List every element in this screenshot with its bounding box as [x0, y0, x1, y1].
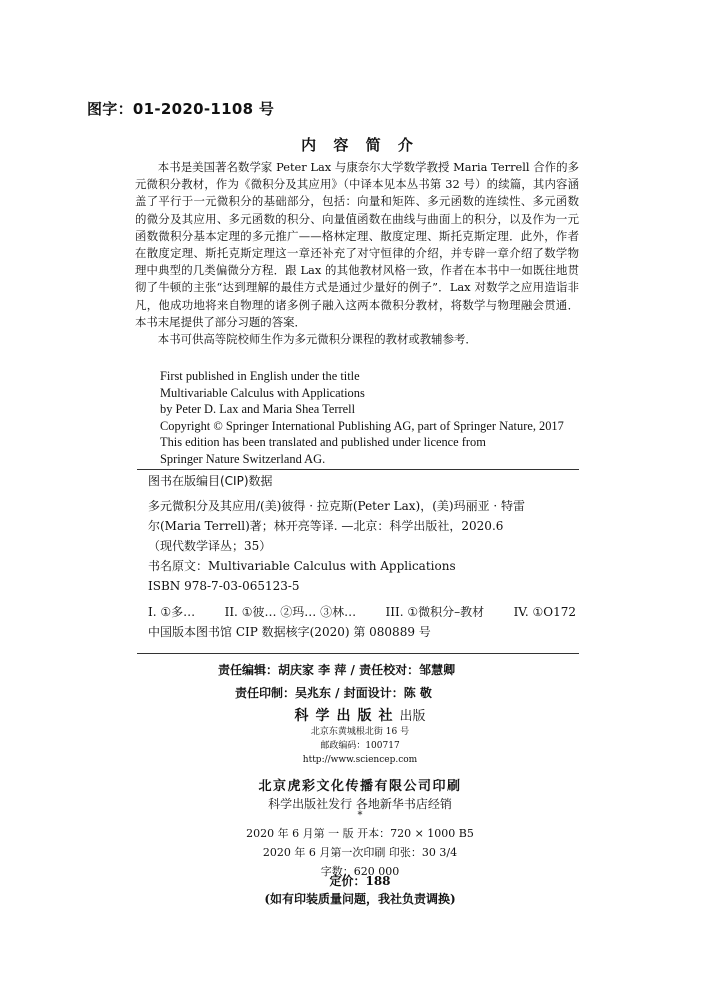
english-copyright-notice: [160, 368, 590, 468]
english-line: Copyright © Springer International Publishing AG, part of Springer Nature, 2017: [160, 418, 564, 433]
english-line: by Peter D. Lax and Maria Shea Terrell: [160, 402, 356, 417]
cip-number: 中国版本图书馆 CIP 数据核字(2020) 第 080889 号: [148, 625, 431, 639]
summary-paragraph-2: 本书可供高等院校师生作为多元微积分课程的教材或教辅参考．: [157, 332, 477, 347]
english-line: Springer Nature Switzerland AG.: [160, 451, 326, 466]
cip-bottom-divider: [137, 653, 579, 654]
cip-isbn: ISBN 978-7-03-065123-5: [148, 579, 300, 593]
publisher-website: http://www.sciencep.com: [302, 755, 418, 765]
registration-number: 图字：01-2020-1108 号: [87, 100, 275, 118]
edition-line-2: 2020 年 6 月第一次印刷 印张：30 3/4: [262, 846, 458, 859]
english-line: This edition has been translated and published under licence from: [160, 435, 486, 450]
publisher-postcode: 邮政编码：100717: [320, 741, 400, 751]
credits-line-2: 责任印制：吴兆东 / 封面设计：陈 敬: [235, 686, 432, 700]
cip-line-1: 多元微积分及其应用/(美)彼得 · 拉克斯(Peter Lax)，(美)玛丽亚 · 特雷: [148, 499, 526, 513]
english-line: Multivariable Calculus with Applications: [160, 385, 365, 400]
cip-series: （现代数学译丛；35）: [148, 539, 272, 553]
classification-item: II. ①彼… ②玛… ③林…: [224, 605, 357, 619]
classification-item: III. ①微积分–教材: [385, 605, 485, 619]
summary-paragraph-1: 本书是美国著名数学家 Peter Lax 与康奈尔大学数学教授 Maria Terrell 合作的多元微积分教材，作为《微积分及其应用》（中译本见本丛书第 32 号）的续篇，其内容涵盖了平行于一元微积分的基础部分，包括：向量和矩阵、多元函数的连续性、多元函数的微分及其应用、多元函数的积分、向量值函数在曲线与曲面上的积分，以及作为一元函数微积分基本定理的多元推广——格林定理、散度定理、斯托克斯定理．此外，作者在散度定理、斯托克斯定理这一章还补充了对守恒律的介绍，并专辟一章介绍了数学物理中典型的几类偏微分方程．跟 Lax 的其他教材风格一致，作者在本书中一如既往地贯彻了牛顿的主张“达到理解的最佳方式是通过少量好的例子”．Lax 对数学之应用造诣非凡，他成功地将来自物理的诸多例子融入这两本微积分教材，将数学与物理融会贯通．本书末尾提供了部分习题的答案．: [135, 160, 579, 329]
cip-original-title: 书名原文：Multivariable Calculus with Applications: [148, 559, 456, 573]
publisher-name: [0, 705, 720, 725]
publisher-suffix: 出版: [399, 709, 426, 724]
cip-classification: [148, 602, 576, 622]
credits-line-1: 责任编辑：胡庆家 李 萍 / 责任校对：邹慧卿: [218, 663, 456, 677]
section-heading: 内 容 简 介: [301, 136, 419, 154]
credits-block: [0, 659, 720, 705]
content-summary: [135, 159, 579, 348]
english-line: First published in English under the title: [160, 369, 360, 383]
publisher-name-text: 科学出版社: [294, 708, 400, 724]
printer-line: 北京虎彩文化传播有限公司印刷: [258, 779, 462, 794]
separator-star: *: [357, 810, 363, 821]
edition-line-1: 2020 年 6 月第 一 版 开本：720 × 1000 B5: [246, 827, 474, 840]
classification-item: IV. ①O172: [513, 605, 576, 619]
cip-top-divider: [137, 469, 579, 470]
price: 定价：188: [329, 874, 391, 888]
quality-notice: (如有印装质量问题，我社负责调换): [264, 892, 456, 906]
edition-line-3: 字数：620 000: [320, 865, 400, 878]
cip-title: 图书在版编目(CIP)数据: [148, 474, 273, 488]
classification-item: I. ①多…: [148, 605, 196, 619]
cip-line-2: 尔(Maria Terrell)著；林开亮等译. —北京：科学出版社，2020.6: [148, 519, 504, 533]
cip-block: [148, 471, 588, 642]
distribution-line: 科学出版社发行 各地新华书店经销: [268, 797, 452, 811]
publisher-address: 北京东黄城根北街 16 号: [310, 727, 410, 737]
